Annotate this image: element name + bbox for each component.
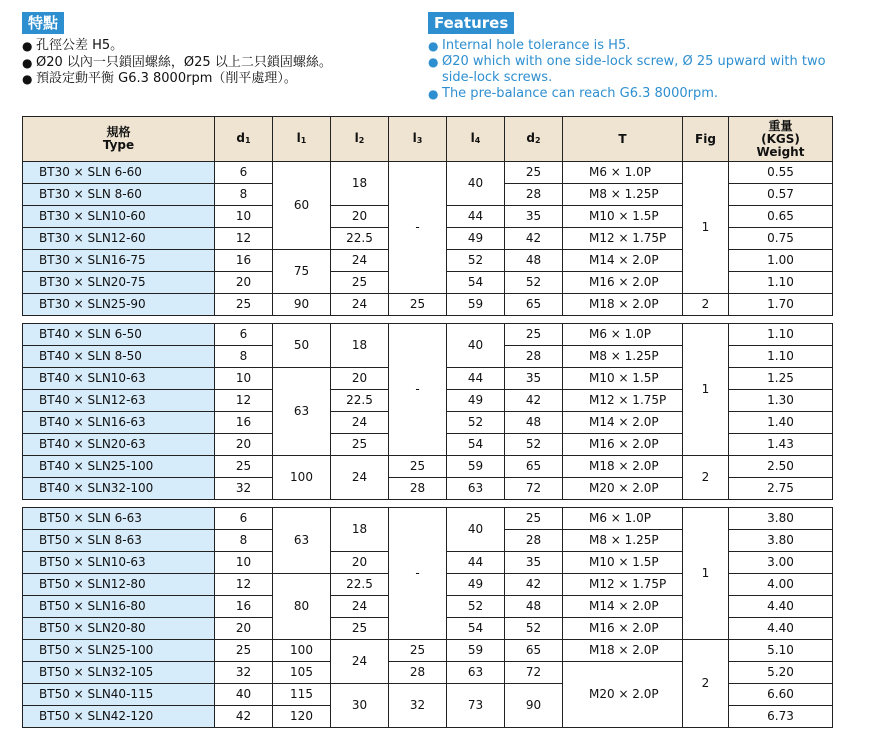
weight-cell: 6.60 [729,684,833,706]
l2-cell: 30 [331,684,389,728]
d1-cell: 32 [215,478,273,500]
t-cell: M14 × 2.0P [563,596,683,618]
type-cell: BT40 × SLN16-63 [23,412,215,434]
weight-cell: 0.65 [729,206,833,228]
d2-cell: 52 [505,434,563,456]
l2-cell: 25 [331,434,389,456]
fig-cell: 2 [683,456,729,500]
header-fig: Fig [683,117,729,162]
l4-cell: 40 [447,324,505,368]
l2-cell: 24 [331,456,389,500]
type-cell: BT50 × SLN42-120 [23,706,215,728]
weight-cell: 3.80 [729,530,833,552]
weight-cell: 1.00 [729,250,833,272]
d2-cell: 25 [505,508,563,530]
l3-cell: 25 [389,294,447,316]
table-row [23,456,833,478]
table-row [23,640,833,662]
type-cell: BT30 × SLN25-90 [23,294,215,316]
d2-cell: 72 [505,478,563,500]
l3-cell: 32 [389,684,447,728]
list-item: ● Internal hole tolerance is H5. [428,38,631,53]
type-cell: BT50 × SLN16-80 [23,596,215,618]
t-cell: M16 × 2.0P [563,618,683,640]
d1-cell: 32 [215,662,273,684]
type-cell: BT30 × SLN12-60 [23,228,215,250]
t-cell: M6 × 1.0P [563,508,683,530]
header-type: 規格 Type [23,117,215,162]
d1-cell: 6 [215,162,273,184]
l1-cell: 100 [273,456,331,500]
fig-cell: 1 [683,324,729,456]
t-cell: M14 × 2.0P [563,250,683,272]
type-cell: BT40 × SLN12-63 [23,390,215,412]
features-en-title: Features [428,12,514,34]
t-cell: M8 × 1.25P [563,530,683,552]
l3-cell: - [389,508,447,640]
t-cell: M16 × 2.0P [563,272,683,294]
weight-cell: 1.10 [729,272,833,294]
t-cell: M20 × 2.0P [563,478,683,500]
weight-cell: 0.75 [729,228,833,250]
list-item: ● 孔徑公差 H5。 [22,38,124,53]
l4-cell: 54 [447,272,505,294]
features-zh-section [22,12,332,88]
list-item: ● Ø20 以內一只鎖固螺絲，Ø25 以上二只鎖固螺絲。 [22,54,332,70]
l1-cell: 105 [273,662,331,684]
d1-cell: 10 [215,552,273,574]
l4-cell: 54 [447,434,505,456]
l4-cell: 59 [447,294,505,316]
t-cell: M20 × 2.0P [563,662,683,728]
d1-cell: 6 [215,508,273,530]
l3-cell: - [389,162,447,294]
d2-cell: 72 [505,662,563,684]
type-cell: BT50 × SLN 6-63 [23,508,215,530]
l2-cell: 18 [331,162,389,206]
l3-cell: 28 [389,662,447,684]
d2-cell: 48 [505,596,563,618]
weight-cell: 1.10 [729,346,833,368]
weight-cell: 2.75 [729,478,833,500]
type-cell: BT30 × SLN 6-60 [23,162,215,184]
l4-cell: 59 [447,456,505,478]
l1-cell: 75 [273,250,331,294]
l4-cell: 54 [447,618,505,640]
d2-cell: 42 [505,574,563,596]
d2-cell: 28 [505,184,563,206]
l3-cell: - [389,324,447,456]
l1-cell: 80 [273,574,331,640]
d1-cell: 16 [215,596,273,618]
type-cell: BT40 × SLN 6-50 [23,324,215,346]
l2-cell: 24 [331,412,389,434]
t-cell: M10 × 1.5P [563,206,683,228]
l2-cell: 25 [331,272,389,294]
l1-cell: 60 [273,162,331,250]
l4-cell: 63 [447,478,505,500]
l4-cell: 49 [447,228,505,250]
l1-cell: 50 [273,324,331,368]
type-cell: BT40 × SLN32-100 [23,478,215,500]
d2-cell: 35 [505,552,563,574]
table-row [23,508,833,530]
d1-cell: 16 [215,250,273,272]
l4-cell: 73 [447,684,505,728]
l4-cell: 44 [447,552,505,574]
d1-cell: 10 [215,206,273,228]
weight-cell: 1.30 [729,390,833,412]
weight-cell: 1.70 [729,294,833,316]
l4-cell: 59 [447,640,505,662]
l2-cell: 20 [331,206,389,228]
bullet-icon: ● [22,55,33,70]
d2-cell: 42 [505,390,563,412]
l4-cell: 44 [447,368,505,390]
t-cell: M12 × 1.75P [563,228,683,250]
t-cell: M10 × 1.5P [563,552,683,574]
type-cell: BT50 × SLN32-105 [23,662,215,684]
t-cell: M18 × 2.0P [563,456,683,478]
d2-cell: 35 [505,368,563,390]
weight-cell: 1.40 [729,412,833,434]
weight-cell: 4.40 [729,596,833,618]
fig-cell: 2 [683,294,729,316]
d1-cell: 25 [215,456,273,478]
fig-cell: 1 [683,508,729,640]
weight-cell: 0.55 [729,162,833,184]
d2-cell: 25 [505,162,563,184]
weight-cell: 4.40 [729,618,833,640]
t-cell: M12 × 1.75P [563,390,683,412]
features-zh-title: 特點 [22,12,64,34]
features-en-section [428,12,828,102]
bullet-icon: ● [428,55,439,69]
type-cell: BT50 × SLN40-115 [23,684,215,706]
d2-cell: 52 [505,272,563,294]
t-cell: M18 × 2.0P [563,640,683,662]
d1-cell: 12 [215,390,273,412]
bullet-icon: ● [428,87,439,101]
header-weight: 重量 (KGS) Weight [729,117,833,162]
group-spacer [23,316,833,324]
list-item: ● Ø20 which with one side-lock screw, Ø 25 upward with two side-lock screws. [428,54,826,85]
table-header-row [23,117,833,162]
l4-cell: 52 [447,596,505,618]
l1-cell: 63 [273,368,331,456]
d1-cell: 6 [215,324,273,346]
d1-cell: 12 [215,228,273,250]
spec-table [22,116,833,728]
weight-cell: 2.50 [729,456,833,478]
type-cell: BT40 × SLN25-100 [23,456,215,478]
l1-cell: 63 [273,508,331,574]
t-cell: M6 × 1.0P [563,162,683,184]
d1-cell: 40 [215,684,273,706]
type-cell: BT50 × SLN 8-63 [23,530,215,552]
l4-cell: 49 [447,390,505,412]
d1-cell: 16 [215,412,273,434]
header-d1: d1 [215,117,273,162]
d2-cell: 52 [505,618,563,640]
t-cell: M8 × 1.25P [563,184,683,206]
type-cell: BT50 × SLN25-100 [23,640,215,662]
d2-cell: 35 [505,206,563,228]
type-cell: BT40 × SLN10-63 [23,368,215,390]
l1-cell: 120 [273,706,331,728]
type-cell: BT40 × SLN 8-50 [23,346,215,368]
d1-cell: 8 [215,184,273,206]
l1-cell: 100 [273,640,331,662]
l2-cell: 24 [331,250,389,272]
header-l3: l3 [389,117,447,162]
table-row [23,294,833,316]
d1-cell: 20 [215,618,273,640]
d2-cell: 90 [505,684,563,728]
l1-cell: 90 [273,294,331,316]
bullet-icon: ● [428,39,439,53]
l2-cell: 25 [331,618,389,640]
weight-cell: 1.10 [729,324,833,346]
list-item: ● 預設定動平衡 G6.3 8000rpm（削平處理）。 [22,71,297,86]
l2-cell: 18 [331,324,389,368]
l2-cell: 24 [331,596,389,618]
type-cell: BT50 × SLN10-63 [23,552,215,574]
l4-cell: 63 [447,662,505,684]
weight-cell: 3.00 [729,552,833,574]
d1-cell: 42 [215,706,273,728]
l3-cell: 25 [389,456,447,478]
d2-cell: 48 [505,412,563,434]
d1-cell: 25 [215,294,273,316]
bullet-icon: ● [22,39,33,53]
t-cell: M8 × 1.25P [563,346,683,368]
fig-cell: 1 [683,162,729,294]
d1-cell: 10 [215,368,273,390]
d1-cell: 20 [215,434,273,456]
l2-cell: 20 [331,552,389,574]
type-cell: BT50 × SLN12-80 [23,574,215,596]
d2-cell: 65 [505,294,563,316]
d2-cell: 25 [505,324,563,346]
t-cell: M18 × 2.0P [563,294,683,316]
features-en-list [428,38,828,102]
type-cell: BT40 × SLN20-63 [23,434,215,456]
type-cell: BT30 × SLN20-75 [23,272,215,294]
l4-cell: 52 [447,250,505,272]
d1-cell: 8 [215,346,273,368]
weight-cell: 0.57 [729,184,833,206]
d1-cell: 20 [215,272,273,294]
l4-cell: 40 [447,162,505,206]
t-cell: M10 × 1.5P [563,368,683,390]
weight-cell: 5.20 [729,662,833,684]
table-row [23,162,833,184]
l2-cell: 22.5 [331,390,389,412]
weight-cell: 6.73 [729,706,833,728]
t-cell: M16 × 2.0P [563,434,683,456]
l4-cell: 40 [447,508,505,552]
table-row [23,324,833,346]
d1-cell: 25 [215,640,273,662]
l4-cell: 49 [447,574,505,596]
list-item: ● The pre-balance can reach G6.3 8000rpm. [428,86,719,101]
t-cell: M12 × 1.75P [563,574,683,596]
d2-cell: 65 [505,640,563,662]
l4-cell: 52 [447,412,505,434]
l3-cell: 25 [389,640,447,662]
weight-cell: 3.80 [729,508,833,530]
l2-cell: 20 [331,368,389,390]
d2-cell: 65 [505,456,563,478]
weight-cell: 1.43 [729,434,833,456]
d2-cell: 28 [505,346,563,368]
weight-cell: 1.25 [729,368,833,390]
l2-cell: 24 [331,294,389,316]
l2-cell: 24 [331,640,389,684]
header-l4: l4 [447,117,505,162]
fig-cell: 2 [683,640,729,728]
header-T: T [563,117,683,162]
d2-cell: 42 [505,228,563,250]
weight-cell: 4.00 [729,574,833,596]
l2-cell: 22.5 [331,228,389,250]
type-cell: BT30 × SLN16-75 [23,250,215,272]
type-cell: BT30 × SLN10-60 [23,206,215,228]
weight-cell: 5.10 [729,640,833,662]
l1-cell: 115 [273,684,331,706]
l2-cell: 18 [331,508,389,552]
d1-cell: 12 [215,574,273,596]
bullet-icon: ● [22,72,33,86]
l2-cell: 22.5 [331,574,389,596]
d2-cell: 28 [505,530,563,552]
t-cell: M6 × 1.0P [563,324,683,346]
type-cell: BT50 × SLN20-80 [23,618,215,640]
type-cell: BT30 × SLN 8-60 [23,184,215,206]
header-l2: l2 [331,117,389,162]
header-l1: l1 [273,117,331,162]
l4-cell: 44 [447,206,505,228]
l3-cell: 28 [389,478,447,500]
header-d2: d2 [505,117,563,162]
features-zh-list [22,38,332,88]
d2-cell: 48 [505,250,563,272]
group-spacer [23,500,833,508]
t-cell: M14 × 2.0P [563,412,683,434]
d1-cell: 8 [215,530,273,552]
